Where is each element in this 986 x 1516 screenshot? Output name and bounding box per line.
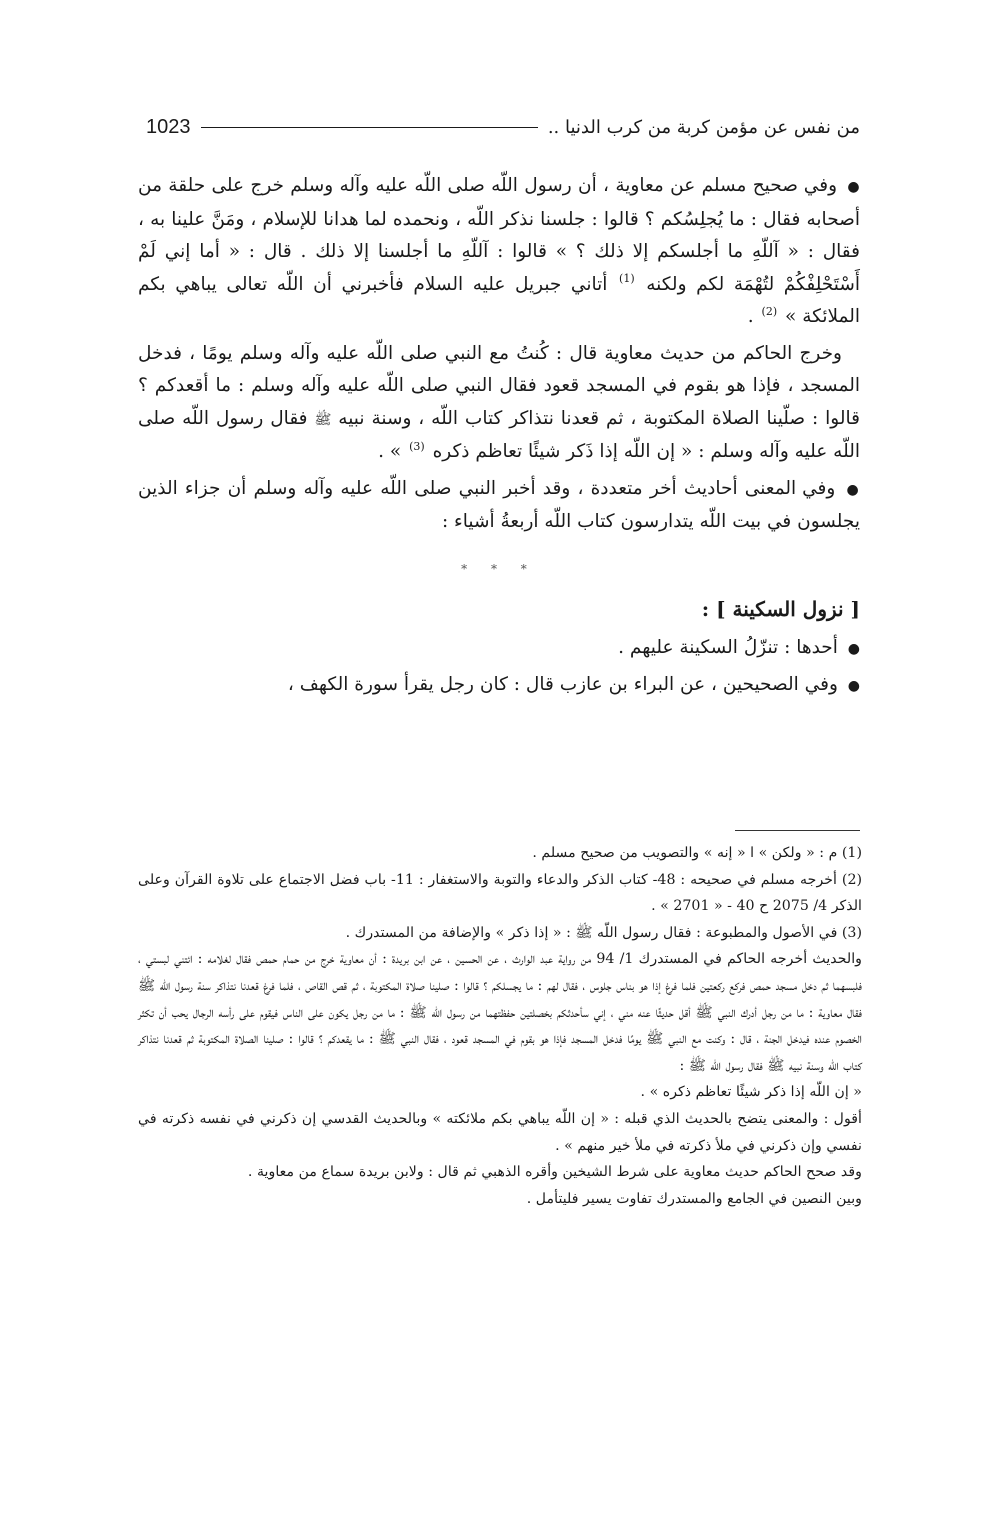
paragraph-1-end: . bbox=[747, 306, 754, 327]
paragraph-3 bbox=[138, 473, 860, 539]
footnote-separator bbox=[735, 830, 860, 831]
paragraph-1-text: وفي صحيح مسلم عن معاوية ، أن رسول اللّه صلى اللّه عليه وآله وسلم خرج على حلقة من أصحابه فقال : ما يُجلِسُكم ؟ قالوا : جلسنا نذكر اللّه ، ونحمده لما هدانا للإسلام ، ومَنَّ علينا به ، فقال : « آللّهِ ما أجلسكم إلا ذلك ؟ » قالوا : آللّهِ ما أجلسنا إلا ذلك . قال : « أما إني لَمْ أَسْتَحْلِفْكُمْ لتُهْمَة لكم ولكنه bbox=[138, 175, 860, 295]
page-number: 1023 bbox=[146, 115, 191, 138]
paragraph-3-text: وفي المعنى أحاديث أخر متعددة ، وقد أخبر النبي صلى اللّه عليه وآله وسلم أن جزاء الذين يجلسون في بيت اللّه يتدارسون كتاب اللّه أربعةُ أشياء : bbox=[138, 477, 860, 532]
footnote-1: (1) م : « ولكن » ا « إنه » والتصويب من صحيح مسلم . bbox=[532, 845, 862, 861]
header-rule bbox=[201, 127, 538, 128]
paragraph-1-tail: أتاني جبريل عليه السلام فأخبرني أن اللّه تعالى يباهي بكم الملائكة » bbox=[138, 273, 860, 327]
paragraph-5 bbox=[138, 669, 860, 703]
paragraph-2 bbox=[138, 338, 860, 469]
section-divider: * * * bbox=[461, 561, 537, 576]
paragraph-1 bbox=[138, 170, 860, 334]
salutation-glyph: ﷺ bbox=[314, 411, 332, 428]
footnote-2: (2) أخرجه مسلم في صحيحه : 48- كتاب الذكر والدعاء والتوبة والاستغفار : 11- باب فضل الاجتماع على تلاوة القرآن وعلى الذكر 4/ 2075 ح 40 - « 2701 » . bbox=[138, 871, 863, 915]
main-text bbox=[138, 170, 860, 707]
footnote-3-cont: والحديث أخرجه الحاكم في المستدرك 1/ 94 من رواية عبد الوارث ، عن الحسين ، عن ابن بريدة : أن معاوية خرج من حمام حمص فقال لغلامه : ائتني لبستي ، فلبسهما ثم دخل مسجد حمص فركع ركعتين فلما فرغ إذا هو بناس جلوس ، فقال لهم : ما يجسلكم ؟ قالوا : صلينا صلاة المكتوبة ، ثم قص القاص ، فلما فرغ قعدنا نتذاكر سنة رسول اللّه ﷺ فقال معاوية : ما من رجل أدرك النبي ﷺ أقل حديثًا عنه مني ، إني سأحدثكم بخصلتين حفظتهما من رسول اللّه ﷺ : ما من رجل يكون على الناس فيقوم على رأسه الرجال يحب أن تكثر الخصوم عنده فيدخل الجنة ، قال : وكنت مع النبي ﷺ يومًا فدخل المسجد فإذا هو بقوم في المسجد قعود ، فقال النبي ﷺ : ما يقعدكم ؟ قالوا : صلينا الصلاة المكتوبة ثم قعدنا نتذاكر كتاب اللّه وسنة نبيه ﷺ فقال رسول اللّه ﷺ : bbox=[138, 951, 862, 1074]
running-header bbox=[146, 112, 860, 142]
footnote-3-quote: « إن اللّه إذا ذكر شيئًا تعاظم ذكره » . bbox=[640, 1084, 862, 1101]
bullet-icon: ● bbox=[847, 640, 860, 657]
section-heading: [ نزول السكينة ] : bbox=[701, 597, 860, 621]
footnote-ref-3: (3) bbox=[409, 439, 425, 453]
paragraph-5-text: وفي الصحيحين ، عن البراء بن عازب قال : كان رجل يقرأ سورة الكهف ، bbox=[287, 674, 838, 695]
paragraph-2-end: » . bbox=[378, 441, 402, 462]
footnote-ref-2: (2) bbox=[761, 304, 778, 318]
footnote-ref-1: (1) bbox=[619, 272, 635, 286]
footnote-3-comment: أقول : والمعنى يتضح بالحديث الذي قبله : « إن اللّه يباهي بكم ملائكته » وبالحديث القدسي إن ذكرني في نفسه ذكرته في نفسي وإن ذكرني في ملأ ذكرته في ملأ خير منهم » . bbox=[138, 1110, 862, 1154]
paragraph-2-tail: فقال رسول اللّه صلى اللّه عليه وآله وسلم : « إن اللّه إذا ذَكر شيئًا تعاظم ذكره bbox=[138, 407, 860, 462]
footnote-3-grading: وقد صحح الحاكم حديث معاوية على شرط الشيخين وأقره الذهبي ثم قال : ولابن بريدة سماع من معاوية . bbox=[247, 1164, 862, 1181]
footnote-3-note: وبين النصين في الجامع والمستدرك تفاوت يسير فليتأمل . bbox=[526, 1190, 862, 1207]
bullet-icon: ● bbox=[846, 481, 860, 498]
footnote-3: (3) في الأصول والمطبوعة : فقال رسول اللّه ﷺ : « إذا ذكر » والإضافة من المستدرك . bbox=[345, 924, 862, 941]
footnotes bbox=[138, 840, 862, 1212]
bullet-icon: ● bbox=[847, 678, 860, 694]
running-title: من نفس عن مؤمن كربة من كرب الدنيا .. bbox=[547, 116, 860, 138]
paragraph-4-text: أحدها : تنزّلُ السكينة عليهم . bbox=[618, 636, 838, 658]
paragraph-2-text: وخرج الحاكم من حديث معاوية قال : كُنتُ مع النبي صلى اللّه عليه وآله وسلم يومًا ، فدخل المسجد ، فإذا هو بقوم في المسجد قعود فقال النبي صلى اللّه عليه وآله وسلم : ما أقعدكم ؟ قالوا : صلّينا الصلاة المكتوبة ، ثم قعدنا نتذاكر كتاب اللّه ، وسنة نبيه bbox=[138, 342, 860, 429]
bullet-icon: ● bbox=[847, 179, 860, 195]
paragraph-4 bbox=[138, 632, 860, 666]
